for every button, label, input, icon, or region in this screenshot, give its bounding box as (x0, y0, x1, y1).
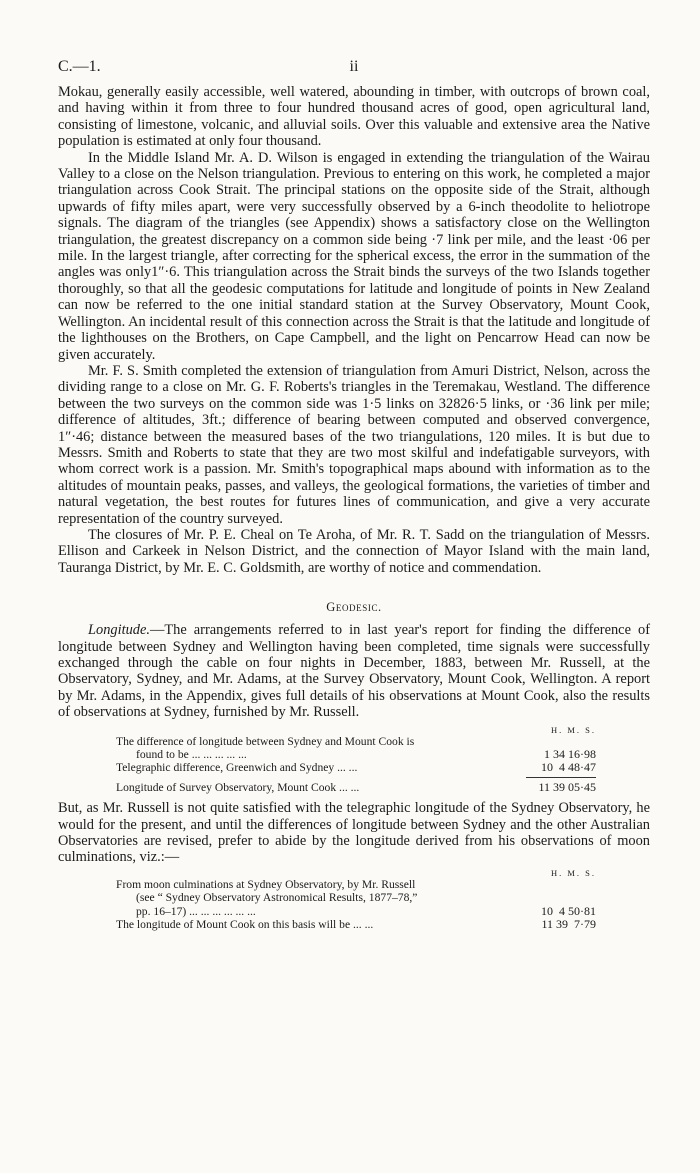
report-code: C.—1. (58, 58, 101, 75)
page-number: ii (349, 58, 359, 75)
paragraph-longitude (58, 622, 650, 720)
longitude-table-telegraphic (116, 725, 596, 795)
table-units: H. M. S. (550, 724, 596, 735)
table-row: Telegraphic difference, Greenwich and Sydney ... ... 10 4 48·47 (116, 760, 596, 775)
paragraph-wilson: In the Middle Island Mr. A. D. Wilson is engaged in extending the triangulation of the Wairau Valley to a close on the Nelson triangulation. Previous to entering on this work, he completed a major triangulation across Cook Strait. The principal stations on the opposite side of the Strait, although upwards of fifty miles apart, were very successfully observed by a 6-inch theodolite to heliotrope signals. The diagram of the triangles (see Appendix) shows a satisfactory close on the Wellington triangulation, the greatest discrepancy on a common side being ·7 link per mile, and the least ·06 per mile. In the largest triangle, after correcting for the spherical excess, the error in the summation of the angles was only1″·6. This triangulation across the Strait binds the surveys of the two Islands together thoroughly, so that all the geodesic computations for latitude and longitude of points in New Zealand can now be referred to the one initial standard station at the Survey Observatory, Mount Cook, Wellington. An incidental result of this connection across the Strait is that the latitude and longitude of the lighthouses on the Brothers, on Cape Campbell, and the light on Pencarrow Head can now be given accurately. (58, 149, 650, 363)
paragraph-russell: But, as Mr. Russell is not quite satisfied with the telegraphic longitude of the Sydney Observatory, he would for the present, and until the differences of longitude between Sydney and the other Australian Observatories are revised, prefer to abide by the longitude derived from his observations of moon culminations, viz.:— (58, 800, 650, 866)
sum-rule (116, 777, 596, 778)
section-title-geodesic: Geodesic. (326, 600, 382, 615)
table-total-row: Longitude of Survey Observatory, Mount Cook ... ... 11 39 05·45 (116, 779, 596, 794)
paragraph-smith: Mr. F. S. Smith completed the extension of triangulation from Amuri District, Nelson, across the dividing range to a close on Mr. G. F. Roberts's triangles in the Teremakau, Westland. The difference between the two surveys on the common side was 1·5 links on 32826·5 links, or ·36 link per mile; difference of altitudes, 3ft.; difference of bearing between computed and observed convergence, 1″·46; distance between the measured bases of the two triangulations, 120 miles. It is but due to Messrs. Smith and Roberts to state that they are two most skilful and indefatigable surveyors, with whom correct work is a passion. Mr. Smith's topographical maps abound with information as to the altitudes of mountain peaks, passes, and valleys, the geological formations, the varieties of timber and natural vegetation, the best routes for futures lines of communication, and give a very accurate representation of the country surveyed. (58, 362, 650, 527)
table-row: The difference of longitude between Sydney and Mount Cook is (116, 734, 415, 748)
table-units: H. M. S. (550, 867, 596, 878)
longitude-lead: Longitude. (88, 622, 150, 639)
document-page (58, 58, 650, 938)
table-row: From moon culminations at Sydney Observatory, by Mr. Russell (116, 877, 416, 891)
longitude-table-moon (116, 868, 596, 932)
table-row: (see “ Sydney Observatory Astronomical Results, 1877–78,” (136, 891, 418, 905)
paragraph-closures: The closures of Mr. P. E. Cheal on Te Aroha, of Mr. R. T. Sadd on the triangulation of Messrs. Ellison and Carkeek in Nelson District, and the connection of Mayor Island with the main land, Tauranga District, by Mr. E. C. Goldsmith, are worthy of notice and commendation. (58, 526, 650, 576)
page-header (58, 58, 650, 84)
table-row: found to be ... ... ... ... ... 1 34 16·98 (136, 747, 596, 762)
table-row: pp. 16–17) ... ... ... ... ... ... 10 4 50·81 (136, 903, 596, 918)
paragraph-mokau: Mokau, generally easily accessible, well watered, abounding in timber, with outcrops of brown coal, and having within it from three to four hundred thousand acres of good, open agricultural land, consisting of limestone, volcanic, and alluvial soils. Over this valuable and extensive area the Native population is estimated at only four thousand. (58, 84, 650, 150)
table-row: The longitude of Mount Cook on this basis will be ... ... 11 39 7·79 (116, 917, 596, 932)
longitude-text: —The arrangements referred to in last year's report for finding the difference of longitude between Sydney and Wellington having been completed, time signals were successfully exchanged through the cable on four nights in December, 1883, between Mr. Russell, at the Observatory, Sydney, and Mr. Adams, at the Survey Observatory, Mount Cook, Wellington. A report by Mr. Adams, in the Appendix, gives full details of his observations at Mount Cook, also the results of observations at Sydney, furnished by Mr. Russell. (58, 622, 650, 721)
